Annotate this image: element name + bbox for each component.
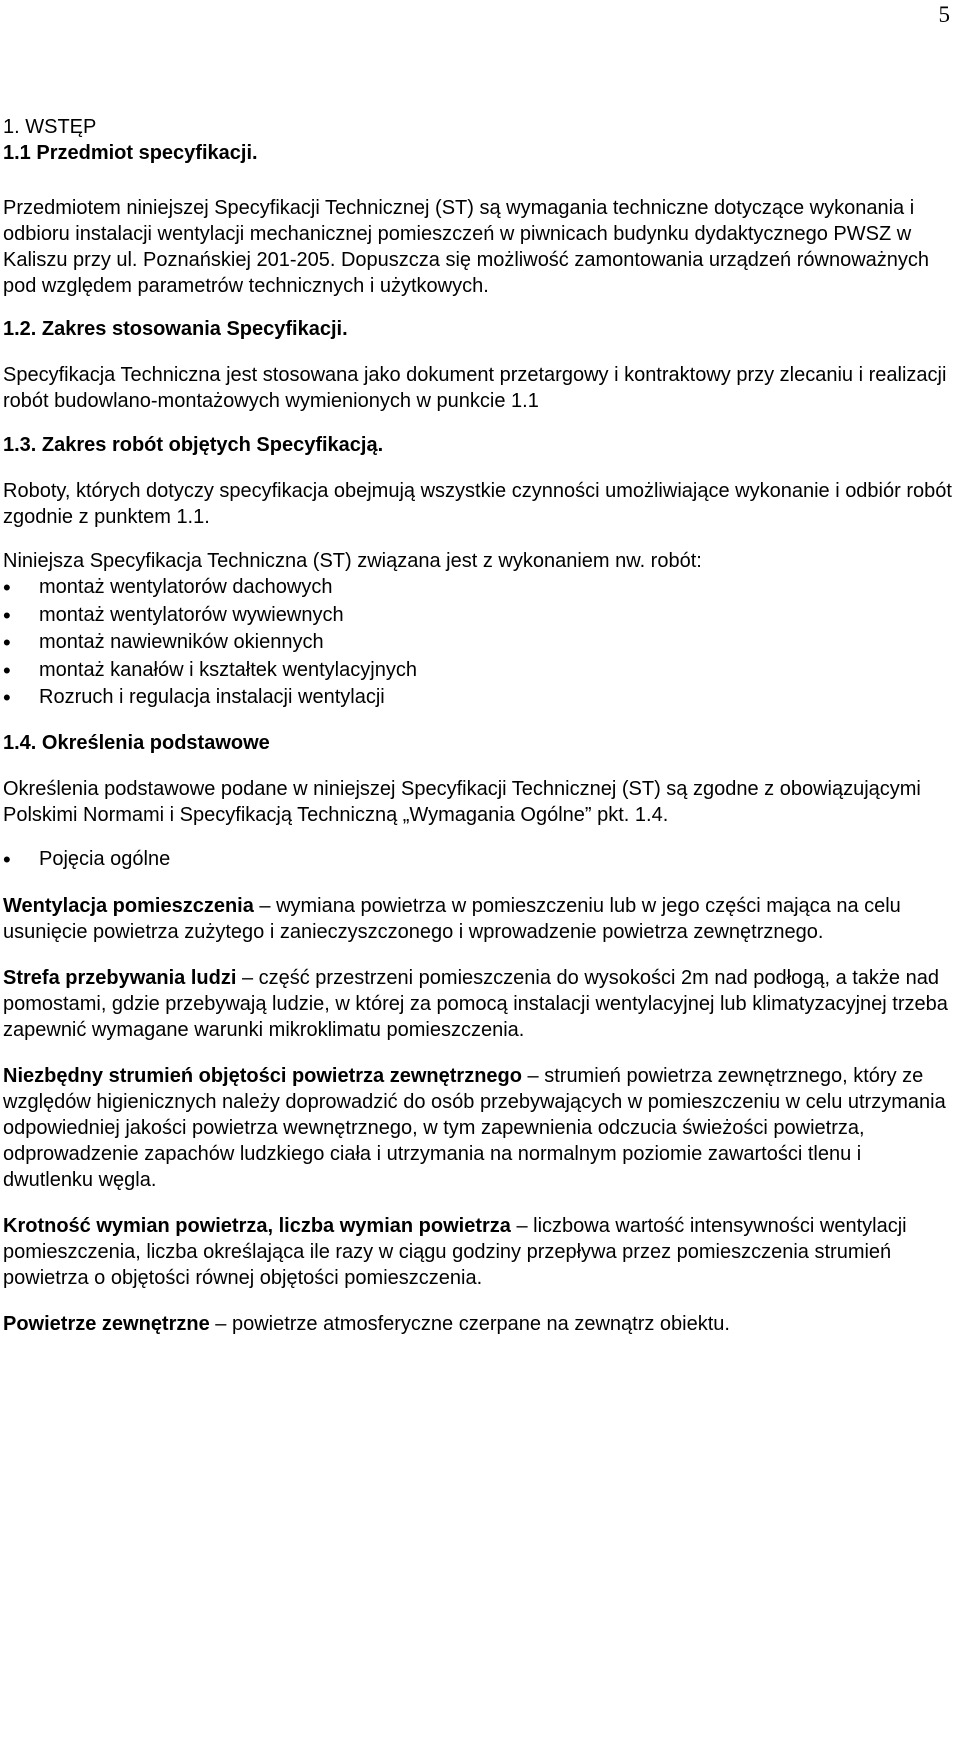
paragraph-zakres-stosowania: Specyfikacja Techniczna jest stosowana jako dokument przetargowy i kontraktowy przy zlecaniu i realizacji robót budowlano-montażowych wymienionych w punkcie 1.1 (3, 364, 947, 412)
list-item: • montaż wentylatorów dachowych (3, 574, 955, 602)
paragraph-zakres-robot: Roboty, których dotyczy specyfikacja obejmują wszystkie czynności umożliwiające wykonanie i odbiór robót zgodnie z punktem 1.1. (3, 480, 952, 528)
definition-text: – część przestrzeni pomieszczenia do wysokości 2m nad podłogą, a także nad pomostami, gdzie przebywają ludzie, w której za pomocą instalacji wentylacyjnej lub klimatyzacyjnej trzeba zapewnić wymagane warunki mikroklimatu pomieszczenia. (3, 967, 948, 1041)
paragraph-przedmiot: Przedmiotem niniejszej Specyfikacji Technicznej (ST) są wymagania techniczne dotyczące wykonania i odbioru instalacji wentylacji mechanicznej pomieszczeń w piwnicach budynku dydaktycznego PWSZ w Kaliszu przy ul. Poznańskiej 201-205. Dopuszcza się możliwość zamontowania urządzeń równoważnych pod względem parametrów technicznych i użytkowych. (3, 197, 930, 297)
list-item: • montaż nawiewników okiennych (3, 629, 955, 657)
section-heading-zakres-robot: 1.3. Zakres robót objętych Specyfikacją. (3, 434, 384, 456)
definition (3, 1311, 955, 1337)
page-number: 5 (938, 2, 950, 27)
definition (3, 893, 955, 945)
definition-text: – strumień powietrza zewnętrznego, który ze względów higienicznych należy doprowadzić do osób przebywających w pomieszczeniu w celu utrzymania odpowiedniej jakości powietrza wewnętrznego, w tym zapewnienia odczucia świeżości powietrza, odprowadzenie zapachów ludzkiego ciała i utrzymania na normalnym poziomie zawartości tlenu i dwutlenku węgla. (3, 1065, 946, 1191)
section-heading-wstep: 1. WSTĘP (3, 116, 97, 138)
definition-text: – powietrze atmosferyczne czerpane na zewnątrz obiektu. (209, 1313, 730, 1335)
works-list (3, 574, 955, 712)
list-item: • montaż kanałów i kształtek wentylacyjnych (3, 657, 955, 685)
definition-term: Krotność wymian powietrza, liczba wymian powietrza (3, 1215, 511, 1237)
definition-term: Wentylacja pomieszczenia (3, 895, 254, 917)
definition (3, 965, 955, 1043)
definition-term: Strefa przebywania ludzi (3, 967, 237, 989)
paragraph-okreslenia: Określenia podstawowe podane w niniejszej Specyfikacji Technicznej (ST) są zgodne z obowiązującymi Polskimi Normami i Specyfikacją Techniczną „Wymagania Ogólne” pkt. 1.4. (3, 777, 921, 826)
document-body (3, 114, 955, 1337)
definition-text: – liczbowa wartość intensywności wentylacji pomieszczenia, liczba określająca ile razy w ciągu godziny przepływa przez pomieszczenia strumień powietrza o objętości równej objętości pomieszczenia. (3, 1215, 907, 1289)
list-intro: Niniejsza Specyfikacja Techniczna (ST) związana jest z wykonaniem nw. robót: (3, 550, 702, 572)
definition (3, 1063, 955, 1193)
definition-term: Niezbędny strumień objętości powietrza zewnętrznego (3, 1065, 522, 1087)
definition-term: Powietrze zewnętrzne (3, 1313, 210, 1335)
list-item: • Pojęcia ogólne (3, 846, 955, 874)
section-heading-przedmiot: 1.1 Przedmiot specyfikacji. (3, 142, 258, 164)
section-heading-okreslenia: 1.4. Określenia podstawowe (3, 731, 270, 754)
general-terms-list (3, 846, 955, 874)
definition-text: – wymiana powietrza w pomieszczeniu lub w jego części mająca na celu usunięcie powietrza zużytego i zanieczyszczonego i wprowadzenie powietrza zewnętrznego. (3, 895, 901, 943)
definition (3, 1213, 955, 1291)
list-item: • Rozruch i regulacja instalacji wentylacji (3, 684, 955, 712)
list-item: • montaż wentylatorów wywiewnych (3, 602, 955, 630)
section-heading-zakres-stosowania: 1.2. Zakres stosowania Specyfikacji. (3, 318, 348, 340)
